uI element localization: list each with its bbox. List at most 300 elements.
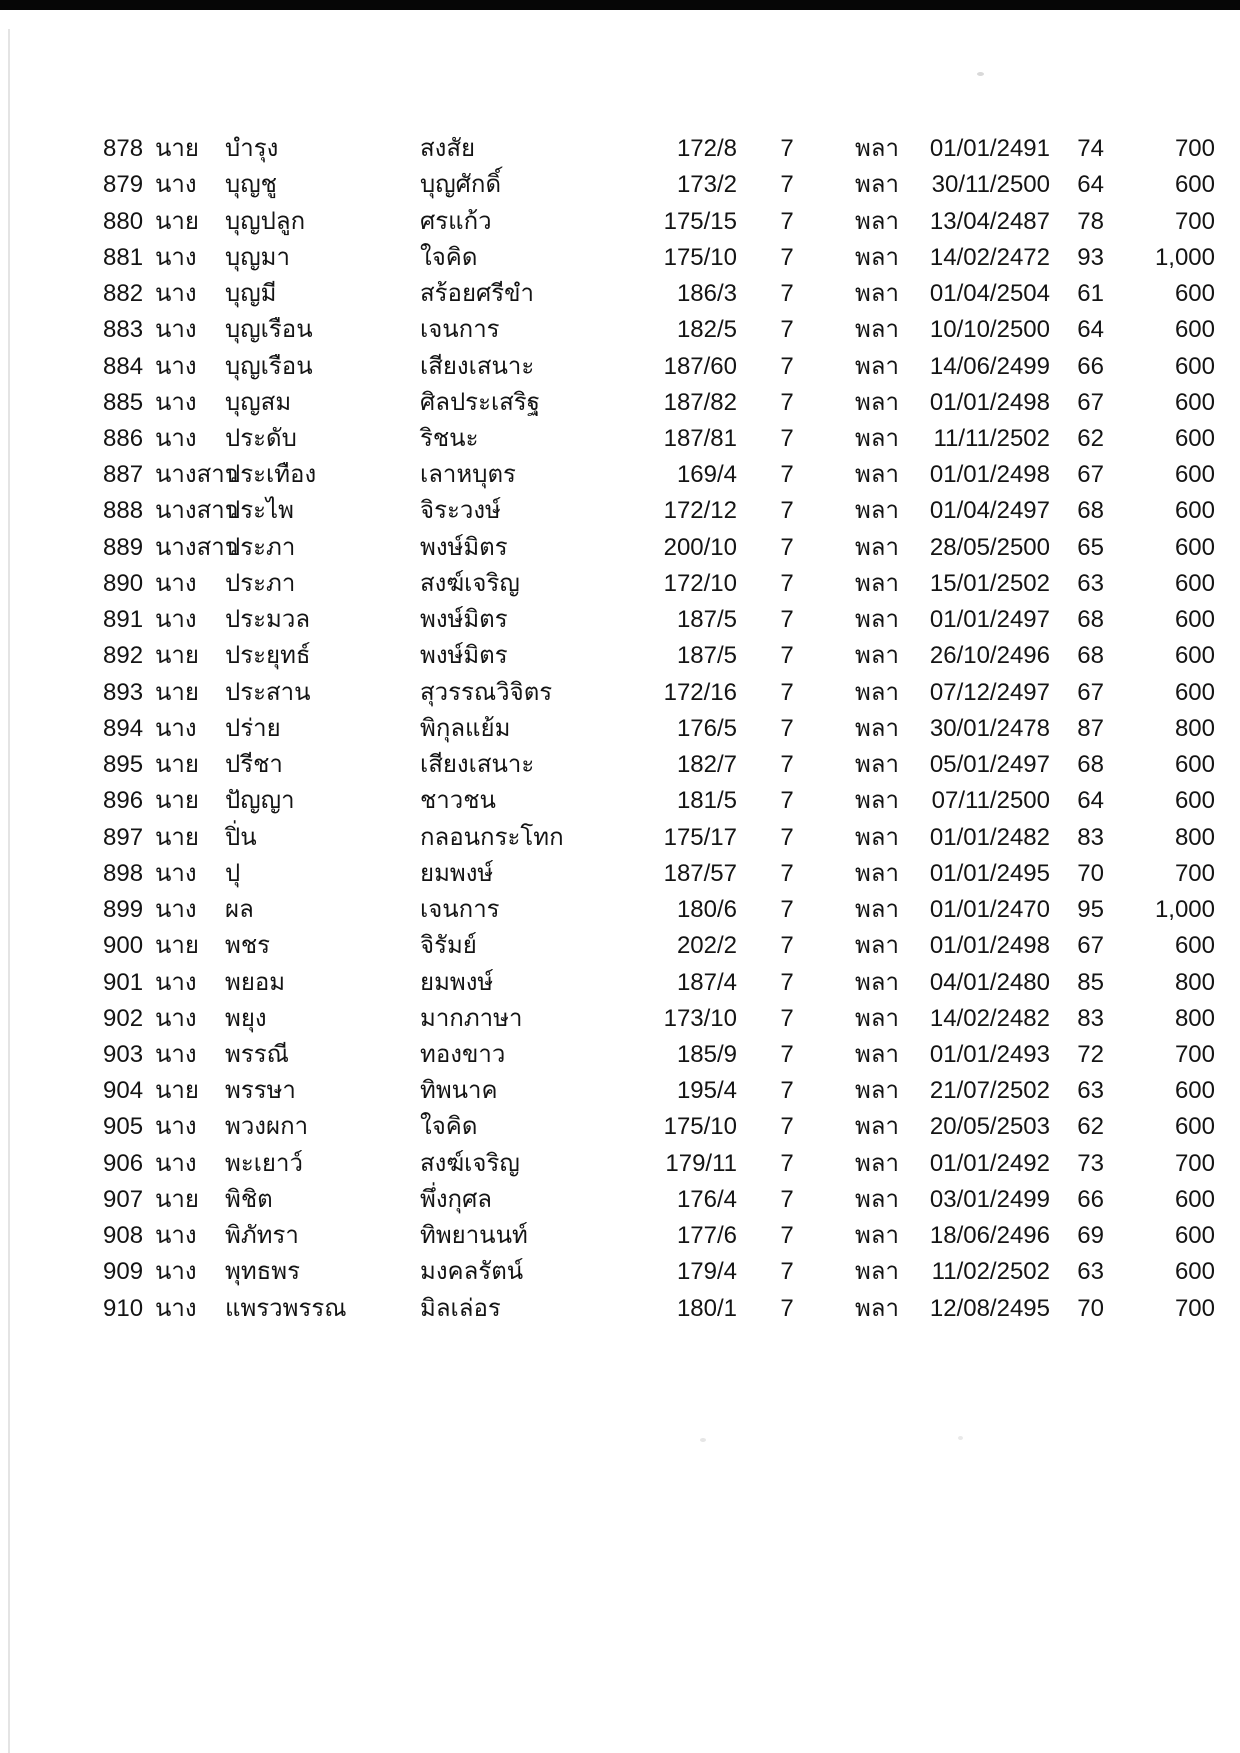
table-row [0, 783, 1240, 819]
age-cell: 68 [1077, 642, 1104, 670]
first-name-cell: ปร่าย [225, 714, 281, 742]
moo-cell: 7 [780, 823, 794, 851]
moo-cell: 7 [780, 316, 794, 344]
house-number-cell: 172/10 [663, 569, 737, 597]
row-number-cell: 882 [103, 280, 144, 308]
last-name-cell: ยมพงษ์ [420, 968, 494, 996]
table-row [0, 638, 1240, 674]
house-number-cell: 175/17 [663, 823, 737, 851]
last-name-cell: เจนการ [420, 896, 500, 924]
age-cell: 83 [1077, 823, 1104, 851]
row-number-cell: 893 [103, 678, 144, 706]
table-row [0, 348, 1240, 384]
area-cell: พลา [854, 424, 899, 452]
area-cell: พลา [854, 388, 899, 416]
title-cell: นาย [155, 932, 199, 960]
amount-cell: 600 [1174, 424, 1215, 452]
first-name-cell: บุญเรือน [225, 352, 313, 380]
row-number-cell: 899 [103, 896, 144, 924]
row-number-cell: 909 [103, 1258, 144, 1286]
birth-date-cell: 01/04/2497 [929, 497, 1050, 525]
house-number-cell: 186/3 [676, 280, 737, 308]
moo-cell: 7 [780, 1294, 794, 1322]
last-name-cell: บุญศักดิ์ [420, 171, 502, 199]
age-cell: 73 [1077, 1149, 1104, 1177]
house-number-cell: 169/4 [676, 461, 737, 489]
table-row [0, 675, 1240, 711]
first-name-cell: พุทธพร [225, 1258, 300, 1286]
last-name-cell: พึ่งกุศล [420, 1185, 493, 1213]
first-name-cell: แพรวพรรณ [225, 1294, 347, 1322]
table-row [0, 1109, 1240, 1145]
moo-cell: 7 [780, 1077, 794, 1105]
age-cell: 62 [1077, 1113, 1104, 1141]
moo-cell: 7 [780, 533, 794, 561]
age-cell: 63 [1077, 569, 1104, 597]
amount-cell: 600 [1174, 932, 1215, 960]
birth-date-cell: 05/01/2497 [929, 751, 1050, 779]
row-number-cell: 895 [103, 751, 144, 779]
moo-cell: 7 [780, 1113, 794, 1141]
birth-date-cell: 11/11/2502 [933, 424, 1050, 452]
title-cell: นาย [155, 207, 199, 235]
first-name-cell: พิภัทรา [225, 1222, 299, 1250]
title-cell: นาง [155, 1004, 197, 1032]
age-cell: 64 [1077, 316, 1104, 344]
amount-cell: 600 [1174, 1185, 1215, 1213]
area-cell: พลา [854, 280, 899, 308]
title-cell: นาง [155, 243, 197, 271]
house-number-cell: 175/10 [663, 1113, 737, 1141]
row-number-cell: 883 [103, 316, 144, 344]
age-cell: 85 [1077, 968, 1104, 996]
moo-cell: 7 [780, 243, 794, 271]
age-cell: 95 [1077, 896, 1104, 924]
title-cell: นาย [155, 678, 199, 706]
area-cell: พลา [854, 751, 899, 779]
row-number-cell: 890 [103, 569, 144, 597]
age-cell: 67 [1077, 461, 1104, 489]
birth-date-cell: 03/01/2499 [929, 1185, 1050, 1213]
birth-date-cell: 21/07/2502 [929, 1077, 1050, 1105]
birth-date-cell: 07/11/2500 [931, 787, 1050, 815]
last-name-cell: มิลเล่อร [420, 1294, 501, 1322]
row-number-cell: 904 [103, 1077, 144, 1105]
table-row [0, 602, 1240, 638]
last-name-cell: พงษ์มิตร [420, 642, 508, 670]
row-number-cell: 888 [103, 497, 144, 525]
amount-cell: 600 [1174, 388, 1215, 416]
amount-cell: 600 [1174, 642, 1215, 670]
birth-date-cell: 26/10/2496 [929, 642, 1050, 670]
age-cell: 68 [1077, 497, 1104, 525]
age-cell: 63 [1077, 1258, 1104, 1286]
last-name-cell: มากภาษา [420, 1004, 523, 1032]
last-name-cell: ใจคิด [420, 243, 478, 271]
area-cell: พลา [854, 714, 899, 742]
row-number-cell: 903 [103, 1040, 144, 1068]
last-name-cell: ทิพยานนท์ [420, 1222, 528, 1250]
age-cell: 65 [1077, 533, 1104, 561]
row-number-cell: 897 [103, 823, 144, 851]
area-cell: พลา [854, 859, 899, 887]
table-row [0, 167, 1240, 203]
first-name-cell: ประมวล [225, 606, 311, 634]
first-name-cell: พรรษา [225, 1077, 296, 1105]
amount-cell: 600 [1174, 787, 1215, 815]
scan-speck [958, 1436, 963, 1440]
title-cell: นาย [155, 823, 199, 851]
amount-cell: 1,000 [1154, 896, 1215, 924]
birth-date-cell: 01/01/2493 [929, 1040, 1050, 1068]
age-cell: 67 [1077, 678, 1104, 706]
area-cell: พลา [854, 787, 899, 815]
amount-cell: 700 [1174, 1040, 1215, 1068]
age-cell: 87 [1077, 714, 1104, 742]
amount-cell: 700 [1174, 859, 1215, 887]
row-number-cell: 907 [103, 1185, 144, 1213]
moo-cell: 7 [780, 968, 794, 996]
row-number-cell: 887 [103, 461, 144, 489]
row-number-cell: 906 [103, 1149, 144, 1177]
table-row [0, 1001, 1240, 1037]
row-number-cell: 886 [103, 424, 144, 452]
area-cell: พลา [854, 1185, 899, 1213]
house-number-cell: 187/60 [663, 352, 737, 380]
age-cell: 63 [1077, 1077, 1104, 1105]
birth-date-cell: 01/01/2492 [929, 1149, 1050, 1177]
age-cell: 68 [1077, 606, 1104, 634]
first-name-cell: ปิ่น [225, 823, 257, 851]
title-cell: นาง [155, 1258, 197, 1286]
table-row [0, 1291, 1240, 1327]
area-cell: พลา [854, 352, 899, 380]
age-cell: 67 [1077, 932, 1104, 960]
amount-cell: 600 [1174, 461, 1215, 489]
birth-date-cell: 30/11/2500 [931, 171, 1050, 199]
table-row [0, 928, 1240, 964]
moo-cell: 7 [780, 751, 794, 779]
birth-date-cell: 13/04/2487 [929, 207, 1050, 235]
last-name-cell: สงฆ์เจริญ [420, 569, 520, 597]
last-name-cell: สงฆ์เจริญ [420, 1149, 520, 1177]
table-row [0, 240, 1240, 276]
row-number-cell: 891 [103, 606, 144, 634]
birth-date-cell: 18/06/2496 [929, 1222, 1050, 1250]
first-name-cell: บุญชู [225, 171, 277, 199]
last-name-cell: ยมพงษ์ [420, 859, 494, 887]
title-cell: นาง [155, 424, 197, 452]
birth-date-cell: 07/12/2497 [929, 678, 1050, 706]
moo-cell: 7 [780, 569, 794, 597]
house-number-cell: 172/8 [676, 135, 737, 163]
first-name-cell: ประยุทธ์ [225, 642, 311, 670]
row-number-cell: 892 [103, 642, 144, 670]
birth-date-cell: 01/01/2495 [929, 859, 1050, 887]
first-name-cell: ประดับ [225, 424, 297, 452]
title-cell: นาง [155, 352, 197, 380]
first-name-cell: พิชิต [225, 1185, 273, 1213]
area-cell: พลา [854, 1040, 899, 1068]
amount-cell: 600 [1174, 497, 1215, 525]
birth-date-cell: 01/01/2491 [929, 135, 1050, 163]
first-name-cell: ประภา [225, 533, 296, 561]
moo-cell: 7 [780, 896, 794, 924]
table-row [0, 892, 1240, 928]
birth-date-cell: 15/01/2502 [929, 569, 1050, 597]
birth-date-cell: 12/08/2495 [929, 1294, 1050, 1322]
row-number-cell: 901 [103, 968, 144, 996]
birth-date-cell: 11/02/2502 [931, 1258, 1050, 1286]
amount-cell: 800 [1174, 714, 1215, 742]
row-number-cell: 905 [103, 1113, 144, 1141]
table-row [0, 276, 1240, 312]
table-row [0, 131, 1240, 167]
area-cell: พลา [854, 606, 899, 634]
house-number-cell: 180/1 [676, 1294, 737, 1322]
table-row [0, 203, 1240, 239]
last-name-cell: ทิพนาค [420, 1077, 498, 1105]
title-cell: นาง [155, 714, 197, 742]
birth-date-cell: 14/02/2482 [929, 1004, 1050, 1032]
row-number-cell: 879 [103, 171, 144, 199]
title-cell: นาง [155, 1113, 197, 1141]
amount-cell: 1,000 [1154, 243, 1215, 271]
house-number-cell: 187/82 [663, 388, 737, 416]
first-name-cell: ผล [225, 896, 254, 924]
area-cell: พลา [854, 1222, 899, 1250]
first-name-cell: บำรุง [225, 135, 279, 163]
table-row [0, 1146, 1240, 1182]
first-name-cell: บุญมี [225, 280, 277, 308]
moo-cell: 7 [780, 388, 794, 416]
amount-cell: 800 [1174, 1004, 1215, 1032]
first-name-cell: ปรีชา [225, 751, 283, 779]
age-cell: 69 [1077, 1222, 1104, 1250]
age-cell: 66 [1077, 352, 1104, 380]
area-cell: พลา [854, 461, 899, 489]
birth-date-cell: 04/01/2480 [929, 968, 1050, 996]
title-cell: นางสาว [155, 533, 239, 561]
house-number-cell: 180/6 [676, 896, 737, 924]
age-cell: 67 [1077, 388, 1104, 416]
birth-date-cell: 30/01/2478 [929, 714, 1050, 742]
area-cell: พลา [854, 1004, 899, 1032]
title-cell: นาง [155, 1040, 197, 1068]
moo-cell: 7 [780, 714, 794, 742]
first-name-cell: บุญมา [225, 243, 290, 271]
title-cell: นาง [155, 316, 197, 344]
last-name-cell: เจนการ [420, 316, 500, 344]
table-row [0, 493, 1240, 529]
amount-cell: 600 [1174, 280, 1215, 308]
title-cell: นาง [155, 968, 197, 996]
house-number-cell: 200/10 [663, 533, 737, 561]
table-row [0, 1037, 1240, 1073]
age-cell: 70 [1077, 859, 1104, 887]
records-table [0, 131, 1240, 1327]
title-cell: นาง [155, 1222, 197, 1250]
area-cell: พลา [854, 171, 899, 199]
row-number-cell: 898 [103, 859, 144, 887]
amount-cell: 600 [1174, 1113, 1215, 1141]
moo-cell: 7 [780, 171, 794, 199]
birth-date-cell: 01/01/2498 [929, 932, 1050, 960]
house-number-cell: 181/5 [676, 787, 737, 815]
moo-cell: 7 [780, 207, 794, 235]
table-row [0, 566, 1240, 602]
house-number-cell: 187/5 [676, 642, 737, 670]
area-cell: พลา [854, 569, 899, 597]
last-name-cell: เลาหบุตร [420, 461, 516, 489]
first-name-cell: พยุง [225, 1004, 267, 1032]
last-name-cell: ชาวชน [420, 787, 496, 815]
moo-cell: 7 [780, 787, 794, 815]
age-cell: 66 [1077, 1185, 1104, 1213]
amount-cell: 600 [1174, 1077, 1215, 1105]
age-cell: 93 [1077, 243, 1104, 271]
area-cell: พลา [854, 823, 899, 851]
title-cell: นางสาว [155, 497, 239, 525]
house-number-cell: 176/5 [676, 714, 737, 742]
moo-cell: 7 [780, 280, 794, 308]
house-number-cell: 182/7 [676, 751, 737, 779]
row-number-cell: 902 [103, 1004, 144, 1032]
amount-cell: 600 [1174, 751, 1215, 779]
area-cell: พลา [854, 243, 899, 271]
birth-date-cell: 10/10/2500 [929, 316, 1050, 344]
amount-cell: 800 [1174, 823, 1215, 851]
last-name-cell: ใจคิด [420, 1113, 478, 1141]
title-cell: นาย [155, 787, 199, 815]
area-cell: พลา [854, 316, 899, 344]
amount-cell: 600 [1174, 316, 1215, 344]
house-number-cell: 172/16 [663, 678, 737, 706]
moo-cell: 7 [780, 497, 794, 525]
last-name-cell: กลอนกระโทก [420, 823, 564, 851]
area-cell: พลา [854, 1149, 899, 1177]
moo-cell: 7 [780, 1004, 794, 1032]
row-number-cell: 900 [103, 932, 144, 960]
last-name-cell: สุวรรณวิจิตร [420, 678, 553, 706]
last-name-cell: ทองขาว [420, 1040, 506, 1068]
last-name-cell: สร้อยศรีขำ [420, 280, 535, 308]
title-cell: นาง [155, 171, 197, 199]
title-cell: นาง [155, 1294, 197, 1322]
title-cell: นาย [155, 1077, 199, 1105]
row-number-cell: 908 [103, 1222, 144, 1250]
area-cell: พลา [854, 678, 899, 706]
birth-date-cell: 01/04/2504 [929, 280, 1050, 308]
moo-cell: 7 [780, 1185, 794, 1213]
age-cell: 62 [1077, 424, 1104, 452]
first-name-cell: ประเทือง [225, 461, 317, 489]
moo-cell: 7 [780, 461, 794, 489]
moo-cell: 7 [780, 859, 794, 887]
amount-cell: 600 [1174, 678, 1215, 706]
area-cell: พลา [854, 642, 899, 670]
row-number-cell: 896 [103, 787, 144, 815]
moo-cell: 7 [780, 606, 794, 634]
table-row [0, 747, 1240, 783]
area-cell: พลา [854, 1258, 899, 1286]
birth-date-cell: 01/01/2497 [929, 606, 1050, 634]
last-name-cell: สงสัย [420, 135, 476, 163]
area-cell: พลา [854, 968, 899, 996]
amount-cell: 700 [1174, 135, 1215, 163]
table-row [0, 530, 1240, 566]
title-cell: นาย [155, 642, 199, 670]
last-name-cell: พิกุลแย้ม [420, 714, 511, 742]
first-name-cell: ปุ [225, 859, 241, 887]
age-cell: 78 [1077, 207, 1104, 235]
age-cell: 70 [1077, 1294, 1104, 1322]
last-name-cell: ศรแก้ว [420, 207, 492, 235]
table-row [0, 964, 1240, 1000]
title-cell: นาง [155, 606, 197, 634]
moo-cell: 7 [780, 932, 794, 960]
table-row [0, 1182, 1240, 1218]
last-name-cell: ริชนะ [420, 424, 479, 452]
area-cell: พลา [854, 533, 899, 561]
amount-cell: 600 [1174, 1258, 1215, 1286]
table-row [0, 421, 1240, 457]
scan-edge-artifact-top [0, 0, 1240, 10]
house-number-cell: 187/4 [676, 968, 737, 996]
last-name-cell: จิระวงษ์ [420, 497, 501, 525]
moo-cell: 7 [780, 352, 794, 380]
last-name-cell: พงษ์มิตร [420, 533, 508, 561]
amount-cell: 600 [1174, 533, 1215, 561]
age-cell: 68 [1077, 751, 1104, 779]
birth-date-cell: 14/02/2472 [929, 243, 1050, 271]
moo-cell: 7 [780, 1040, 794, 1068]
birth-date-cell: 14/06/2499 [929, 352, 1050, 380]
area-cell: พลา [854, 1077, 899, 1105]
amount-cell: 700 [1174, 1149, 1215, 1177]
moo-cell: 7 [780, 1222, 794, 1250]
birth-date-cell: 01/01/2498 [929, 388, 1050, 416]
row-number-cell: 894 [103, 714, 144, 742]
row-number-cell: 881 [103, 243, 144, 271]
house-number-cell: 175/10 [663, 243, 737, 271]
amount-cell: 600 [1174, 606, 1215, 634]
first-name-cell: ปัญญา [225, 787, 295, 815]
age-cell: 72 [1077, 1040, 1104, 1068]
table-row [0, 1073, 1240, 1109]
row-number-cell: 885 [103, 388, 144, 416]
first-name-cell: บุญเรือน [225, 316, 313, 344]
last-name-cell: พงษ์มิตร [420, 606, 508, 634]
table-row [0, 856, 1240, 892]
first-name-cell: ประภา [225, 569, 296, 597]
birth-date-cell: 20/05/2503 [929, 1113, 1050, 1141]
last-name-cell: จิรัมย์ [420, 932, 477, 960]
area-cell: พลา [854, 896, 899, 924]
house-number-cell: 195/4 [676, 1077, 737, 1105]
amount-cell: 600 [1174, 569, 1215, 597]
moo-cell: 7 [780, 424, 794, 452]
age-cell: 64 [1077, 787, 1104, 815]
first-name-cell: พะเยาว์ [225, 1149, 303, 1177]
row-number-cell: 878 [103, 135, 144, 163]
house-number-cell: 182/5 [676, 316, 737, 344]
amount-cell: 800 [1174, 968, 1215, 996]
first-name-cell: ประสาน [225, 678, 311, 706]
last-name-cell: เสียงเสนาะ [420, 352, 535, 380]
first-name-cell: บุญสม [225, 388, 292, 416]
title-cell: นาง [155, 1149, 197, 1177]
